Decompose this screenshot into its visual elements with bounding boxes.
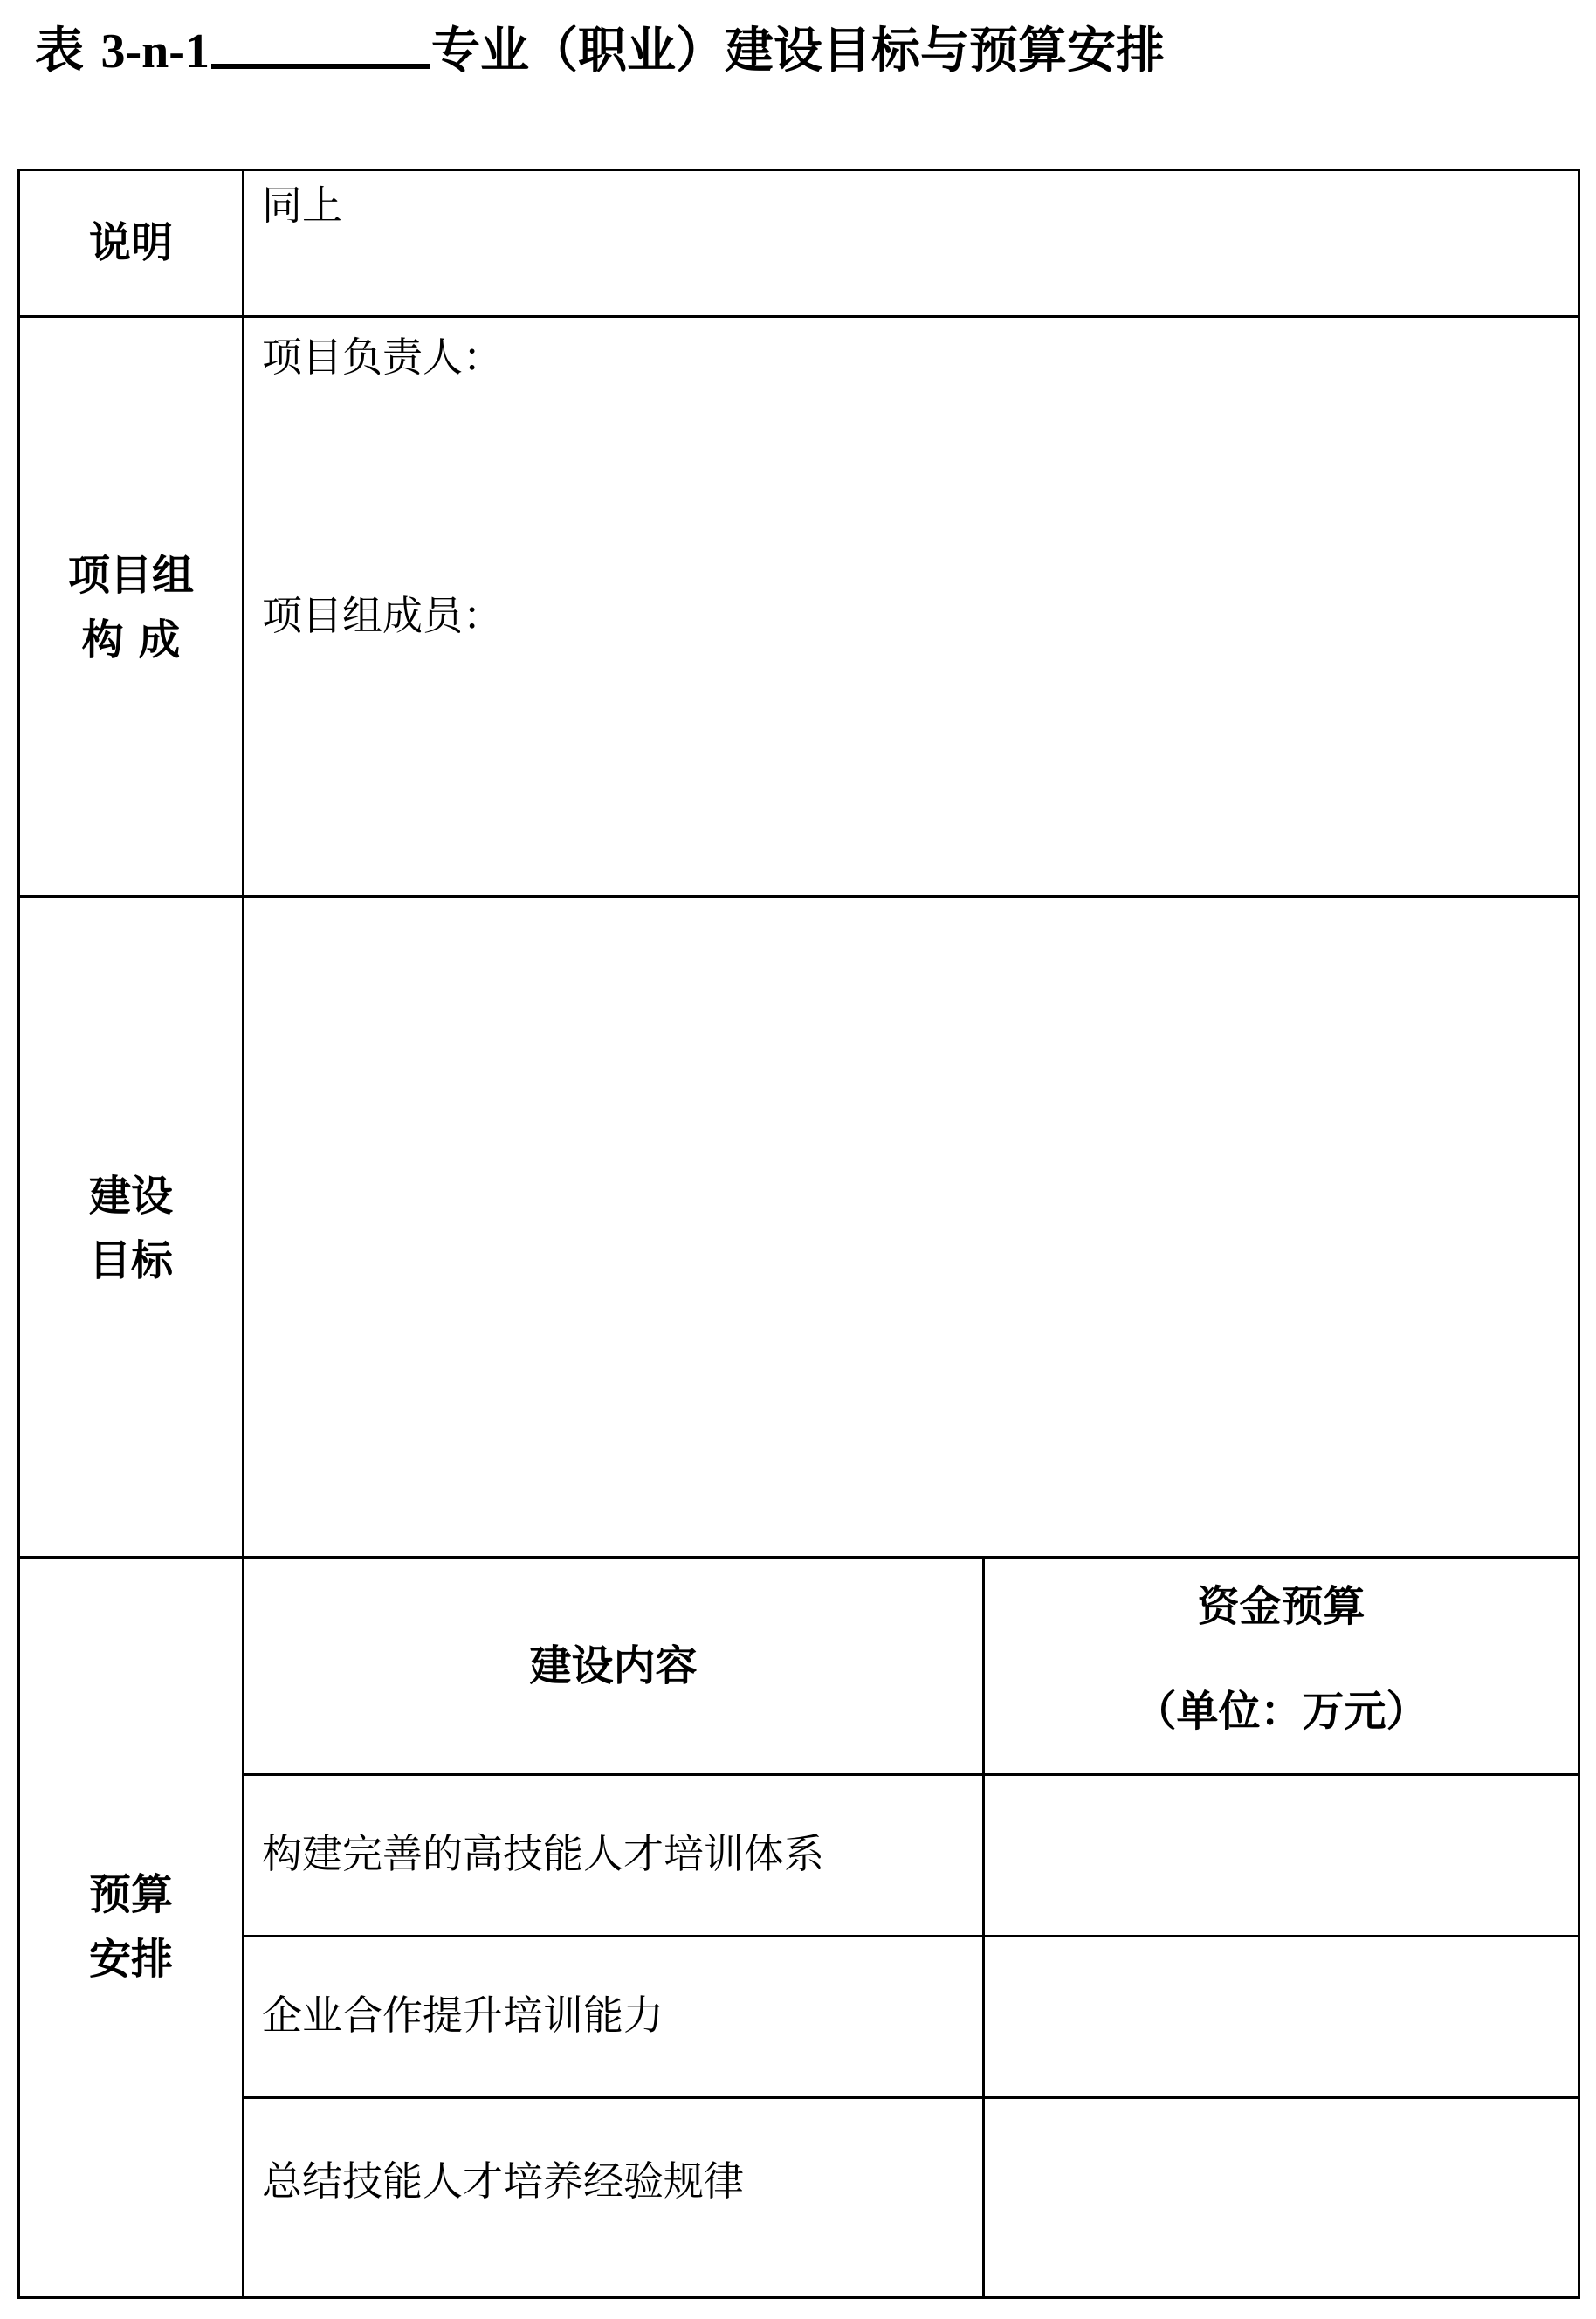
col-header-funds (985, 1579, 1578, 1738)
team-label-line1: 项目组 (67, 551, 194, 600)
goals-content-area[interactable] (244, 898, 1578, 1556)
budget-item-content: 企业合作提升培训能力 (262, 1992, 664, 2039)
team-label (20, 543, 242, 672)
budget-item-content: 总结技能人才培养经验规律 (262, 2157, 744, 2205)
col-header-content: 建设内容 (529, 1641, 698, 1690)
description-value[interactable]: 同上 (262, 182, 342, 229)
title-prefix: 表 (35, 23, 84, 79)
table-border-bottom (17, 2296, 1580, 2299)
budget-table (17, 169, 1580, 2299)
description-label: 说明 (88, 218, 173, 267)
table-border-right (1578, 169, 1580, 2299)
budget-item-amount[interactable] (985, 1776, 1578, 1935)
table-border-top (17, 169, 1580, 171)
col-header-funds-line2: （单位：万元） (1134, 1687, 1428, 1736)
table-code: 3-n-1 (100, 24, 210, 79)
row-divider-1 (17, 315, 1580, 318)
goals-label-line1: 建设 (88, 1172, 173, 1221)
project-members-field[interactable]: 项目组成员： (262, 592, 503, 639)
budget-item-amount[interactable] (985, 2099, 1578, 2296)
project-leader-field[interactable]: 项目负责人： (262, 334, 503, 381)
row-divider-3 (17, 1556, 1580, 1559)
budget-item-content: 构建完善的高技能人才培训体系 (262, 1830, 824, 1877)
fill-in-blank[interactable] (211, 64, 430, 69)
budget-label-line2: 安排 (88, 1935, 173, 1984)
title-text: 专业（职业）建设目标与预算安排 (430, 23, 1165, 79)
goals-label (20, 1164, 242, 1293)
goals-label-line2: 目标 (88, 1236, 173, 1285)
team-label-line2: 构 成 (81, 616, 181, 664)
page-title (35, 12, 1165, 91)
budget-label (20, 1862, 242, 1992)
budget-item-amount[interactable] (985, 1937, 1578, 2096)
budget-label-line1: 预算 (88, 1870, 173, 1919)
col-header-funds-line1: 资金预算 (1197, 1582, 1366, 1631)
